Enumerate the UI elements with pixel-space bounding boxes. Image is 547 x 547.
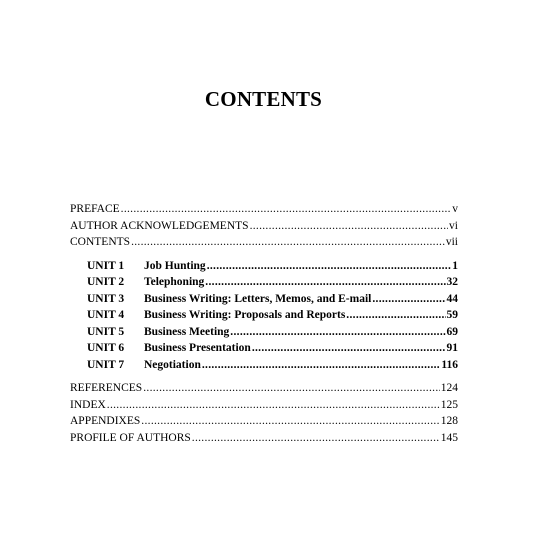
dot-leader <box>131 234 445 251</box>
dot-leader <box>207 258 452 275</box>
unit-number: UNIT 4 <box>87 309 125 321</box>
unit-title: Negotiation <box>144 358 201 371</box>
toc-entry-index[interactable] <box>70 397 458 414</box>
dot-leader <box>107 397 440 414</box>
toc-entry-contents[interactable] <box>70 234 458 251</box>
dot-leader <box>252 340 446 357</box>
toc-entry-page: v <box>452 203 458 215</box>
unit-number: UNIT 1 <box>87 259 125 272</box>
unit-title: Job Hunting <box>144 259 206 272</box>
toc-entry-unit-2[interactable] <box>70 274 458 291</box>
dot-leader <box>141 413 439 430</box>
dot-leader <box>202 357 441 374</box>
unit-page: 59 <box>446 309 458 321</box>
toc-entry-page: 124 <box>440 382 458 394</box>
toc-entry-unit-6[interactable] <box>70 340 458 357</box>
unit-number: UNIT 3 <box>87 292 125 305</box>
toc-entry-page: vii <box>445 236 458 248</box>
unit-page: 32 <box>446 276 458 288</box>
toc-entry-label: AUTHOR ACKNOWLEDGEMENTS <box>70 219 249 232</box>
unit-number: UNIT 2 <box>87 276 125 288</box>
unit-number: UNIT 6 <box>87 342 125 354</box>
toc-entry-unit-3[interactable] <box>70 291 458 308</box>
dot-leader <box>143 380 440 397</box>
unit-number: UNIT 5 <box>87 325 125 338</box>
toc-entry-label: APPENDIXES <box>70 415 141 427</box>
unit-page: 116 <box>441 358 458 371</box>
toc-entry-label: CONTENTS <box>70 236 131 248</box>
unit-title: Business Meeting <box>144 325 230 338</box>
dot-leader <box>230 324 445 341</box>
toc-entry-profile-of-authors[interactable] <box>70 430 458 447</box>
dot-leader <box>372 291 445 308</box>
toc-entry-label: PROFILE OF AUTHORS <box>70 431 191 444</box>
toc-entry-appendixes[interactable] <box>70 413 458 430</box>
unit-number: UNIT 7 <box>87 358 125 371</box>
unit-list <box>70 258 458 374</box>
toc-entry-author-acknowledgements[interactable] <box>70 218 458 235</box>
back-matter-list <box>70 380 458 446</box>
toc-entry-unit-1[interactable] <box>70 258 458 275</box>
front-matter-list <box>70 201 458 251</box>
toc-entry-label: INDEX <box>70 398 106 411</box>
toc-entry-label: PREFACE <box>70 203 120 215</box>
unit-page: 44 <box>446 292 458 305</box>
toc-entry-page: 125 <box>440 398 458 411</box>
dot-leader <box>192 430 440 447</box>
toc-entry-references[interactable] <box>70 380 458 397</box>
table-of-contents <box>70 201 458 446</box>
toc-entry-unit-5[interactable] <box>70 324 458 341</box>
unit-page: 1 <box>452 259 458 272</box>
unit-title: Telephoning <box>144 276 205 288</box>
page-title: CONTENTS <box>204 87 323 111</box>
toc-entry-preface[interactable] <box>70 201 458 218</box>
unit-title: Business Presentation <box>144 342 251 354</box>
unit-page: 69 <box>446 325 458 338</box>
toc-entry-unit-4[interactable] <box>70 307 458 324</box>
toc-entry-page: 128 <box>440 415 458 427</box>
toc-entry-unit-7[interactable] <box>70 357 458 374</box>
dot-leader <box>346 307 445 324</box>
dot-leader <box>205 274 445 291</box>
unit-page: 91 <box>446 342 458 354</box>
dot-leader <box>121 201 452 218</box>
toc-entry-page: 145 <box>440 431 458 444</box>
unit-title: Business Writing: Letters, Memos, and E-mail <box>144 292 372 305</box>
unit-title: Business Writing: Proposals and Reports <box>144 309 346 321</box>
dot-leader <box>250 218 448 235</box>
toc-entry-label: REFERENCES <box>70 382 143 394</box>
toc-entry-page: vi <box>449 219 458 232</box>
